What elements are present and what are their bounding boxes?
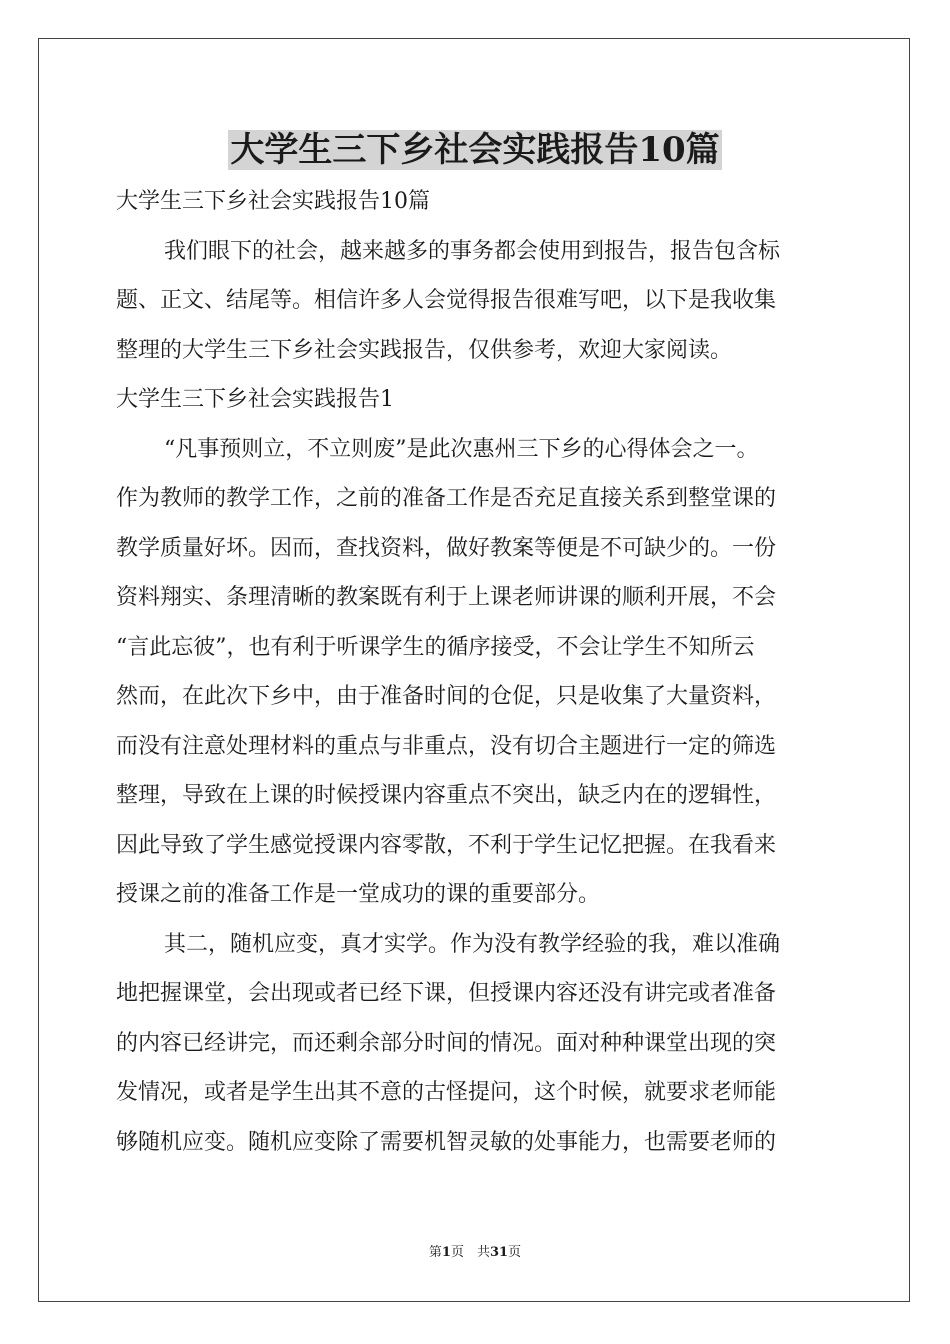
footer-suffix: 页 <box>508 1245 522 1260</box>
text-line: 其二，随机应变，真才实学。作为没有教学经验的我，难以准确 <box>164 931 781 957</box>
text-line: 资料翔实、条理清晰的教案既有利于上课老师讲课的顺利开展，不会 <box>116 585 777 610</box>
text-line: 教学质量好坏。因而，查找资料，做好教案等便是不可缺少的。一份 <box>116 535 777 561</box>
text-line: 然而，在此次下乡中，由于准备时间的仓促，只是收集了大量资料， <box>116 684 777 709</box>
text-line: “言此忘彼”，也有利于听课学生的循序接受，不会让学生不知所云 <box>116 634 755 660</box>
text-line: 大学生三下乡社会实践报告1 <box>116 387 394 412</box>
page-footer <box>0 1244 950 1262</box>
text-line: 的内容已经讲完，而还剩余部分时间的情况。面对种种课堂出现的突 <box>116 1030 777 1056</box>
text-line: 因此导致了学生感觉授课内容零散，不利于学生记忆把握。在我看来 <box>116 832 777 858</box>
text-line: “凡事预则立，不立则废”是此次惠州三下乡的心得体会之一。 <box>164 436 759 462</box>
text-line: 够随机应变。随机应变除了需要机智灵敏的处事能力，也需要老师的 <box>116 1129 777 1155</box>
text-line: 而没有注意处理材料的重点与非重点，没有切合主题进行一定的筛选 <box>116 733 777 759</box>
footer-middle: 页 共 <box>450 1245 490 1260</box>
text-line: 大学生三下乡社会实践报告10篇 <box>116 189 430 214</box>
text-line: 整理的大学生三下乡社会实践报告，仅供参考，欢迎大家阅读。 <box>116 337 733 363</box>
text-line: 发情况，或者是学生出其不意的古怪提问，这个时候，就要求老师能 <box>116 1080 777 1105</box>
text-line: 整理，导致在上课的时候授课内容重点不突出，缺乏内在的逻辑性， <box>116 783 777 808</box>
footer-total-pages: 31 <box>489 1245 509 1260</box>
document-title <box>0 126 950 174</box>
document-body <box>116 177 832 1167</box>
footer-page-number: 1 <box>441 1245 451 1260</box>
footer-prefix: 第 <box>428 1245 442 1260</box>
text-line: 地把握课堂，会出现或者已经下课，但授课内容还没有讲完或者准备 <box>116 981 777 1006</box>
text-line: 授课之前的准备工作是一堂成功的课的重要部分。 <box>116 882 601 907</box>
text-line: 我们眼下的社会，越来越多的事务都会使用到报告，报告包含标 <box>164 238 781 264</box>
text-line: 作为教师的教学工作，之前的准备工作是否充足直接关系到整堂课的 <box>116 486 777 511</box>
text-line: 题、正文、结尾等。相信许多人会觉得报告很难写吧，以下是我收集 <box>116 288 777 313</box>
document-title-text: 大学生三下乡社会实践报告10篇 <box>230 130 720 170</box>
